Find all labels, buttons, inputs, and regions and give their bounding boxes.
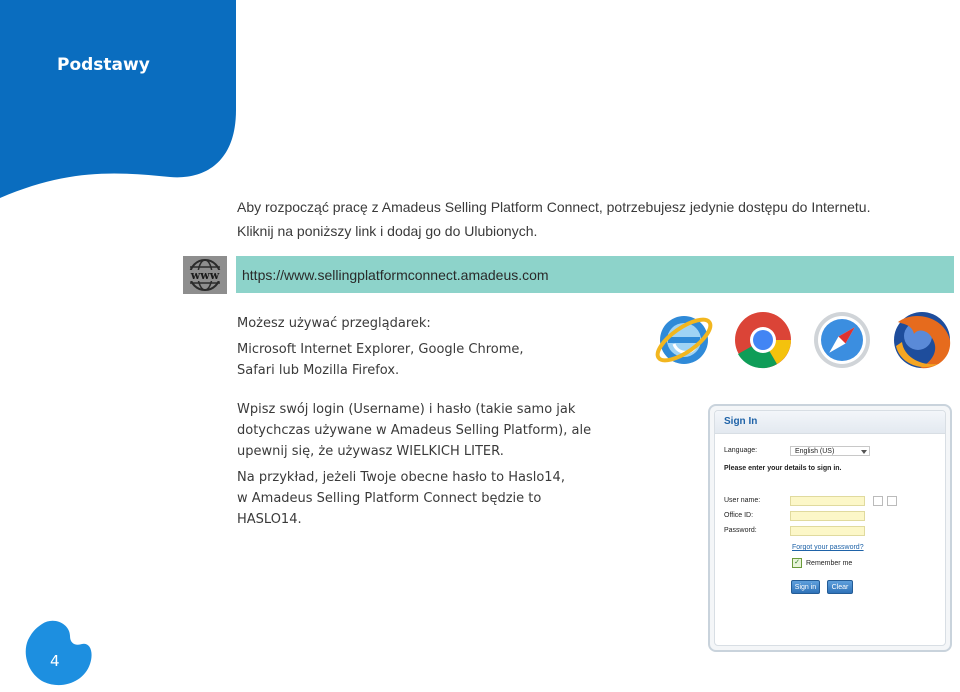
- firefox-icon: [894, 312, 950, 368]
- forgot-password-link[interactable]: Forgot your password?: [792, 544, 864, 551]
- browsers-line-1: Microsoft Internet Explorer, Google Chrome,: [237, 342, 524, 357]
- page-title: Podstawy: [57, 55, 150, 75]
- login-line-4: Na przykład, jeżeli Twoje obecne hasło to Haslo14,: [237, 470, 565, 485]
- header-shape: [0, 0, 240, 200]
- password-input[interactable]: [790, 526, 865, 536]
- login-line-2: dotychczas używane w Amadeus Selling Platform), ale: [237, 423, 592, 438]
- clear-button[interactable]: Clear: [827, 580, 853, 594]
- www-globe-icon: [183, 256, 227, 294]
- url-link[interactable]: https://www.sellingplatformconnect.amadeus.com: [242, 266, 549, 283]
- password-label: Password:: [724, 527, 757, 534]
- user-name-label: User name:: [724, 497, 761, 504]
- language-label: Language:: [724, 447, 758, 454]
- office-id-label: Office ID:: [724, 512, 754, 519]
- signin-title: Sign In: [724, 416, 758, 427]
- safari-icon: [814, 312, 870, 368]
- www-label: www: [190, 269, 220, 282]
- keyboard-icon[interactable]: [887, 496, 897, 506]
- intro-text: [237, 195, 870, 243]
- browsers-heading: Możesz używać przeglądarek:: [237, 316, 431, 331]
- signin-panel: [708, 404, 952, 652]
- page-number-badge: [24, 618, 96, 688]
- intro-line-1: Aby rozpocząć pracę z Amadeus Selling Platform Connect, potrzebujesz jedynie dostępu do Internetu.: [237, 199, 871, 215]
- login-instructions: [237, 400, 657, 531]
- chrome-icon: [735, 312, 791, 368]
- login-line-5: w Amadeus Selling Platform Connect będzie to: [237, 491, 542, 506]
- language-value: English (US): [795, 448, 835, 455]
- url-bar[interactable]: [236, 256, 954, 293]
- browser-icons: [652, 306, 958, 372]
- chevron-down-icon: [861, 450, 867, 454]
- office-id-input[interactable]: [790, 511, 865, 521]
- browsers-text: [237, 313, 524, 381]
- browsers-line-2: Safari lub Mozilla Firefox.: [237, 363, 400, 378]
- remember-me-checkbox[interactable]: ✓: [792, 558, 802, 568]
- remember-me-label: Remember me: [806, 559, 853, 567]
- signin-instruction: Please enter your details to sign in.: [724, 465, 842, 472]
- sign-in-button[interactable]: Sign in: [791, 580, 820, 594]
- login-line-6: HASLO14.: [237, 512, 302, 527]
- login-line-1: Wpisz swój login (Username) i hasło (takie samo jak: [237, 402, 576, 417]
- intro-line-2: Kliknij na poniższy link i dodaj go do Ulubionych.: [237, 223, 538, 239]
- remember-me[interactable]: [792, 558, 852, 568]
- user-name-input[interactable]: [790, 496, 865, 506]
- language-select[interactable]: [790, 446, 870, 456]
- page-number: 4: [50, 652, 60, 670]
- user-name-extra-box[interactable]: [873, 496, 883, 506]
- login-line-3: upewnij się, że używasz WIELKICH LITER.: [237, 444, 504, 459]
- internet-explorer-icon: [652, 312, 716, 367]
